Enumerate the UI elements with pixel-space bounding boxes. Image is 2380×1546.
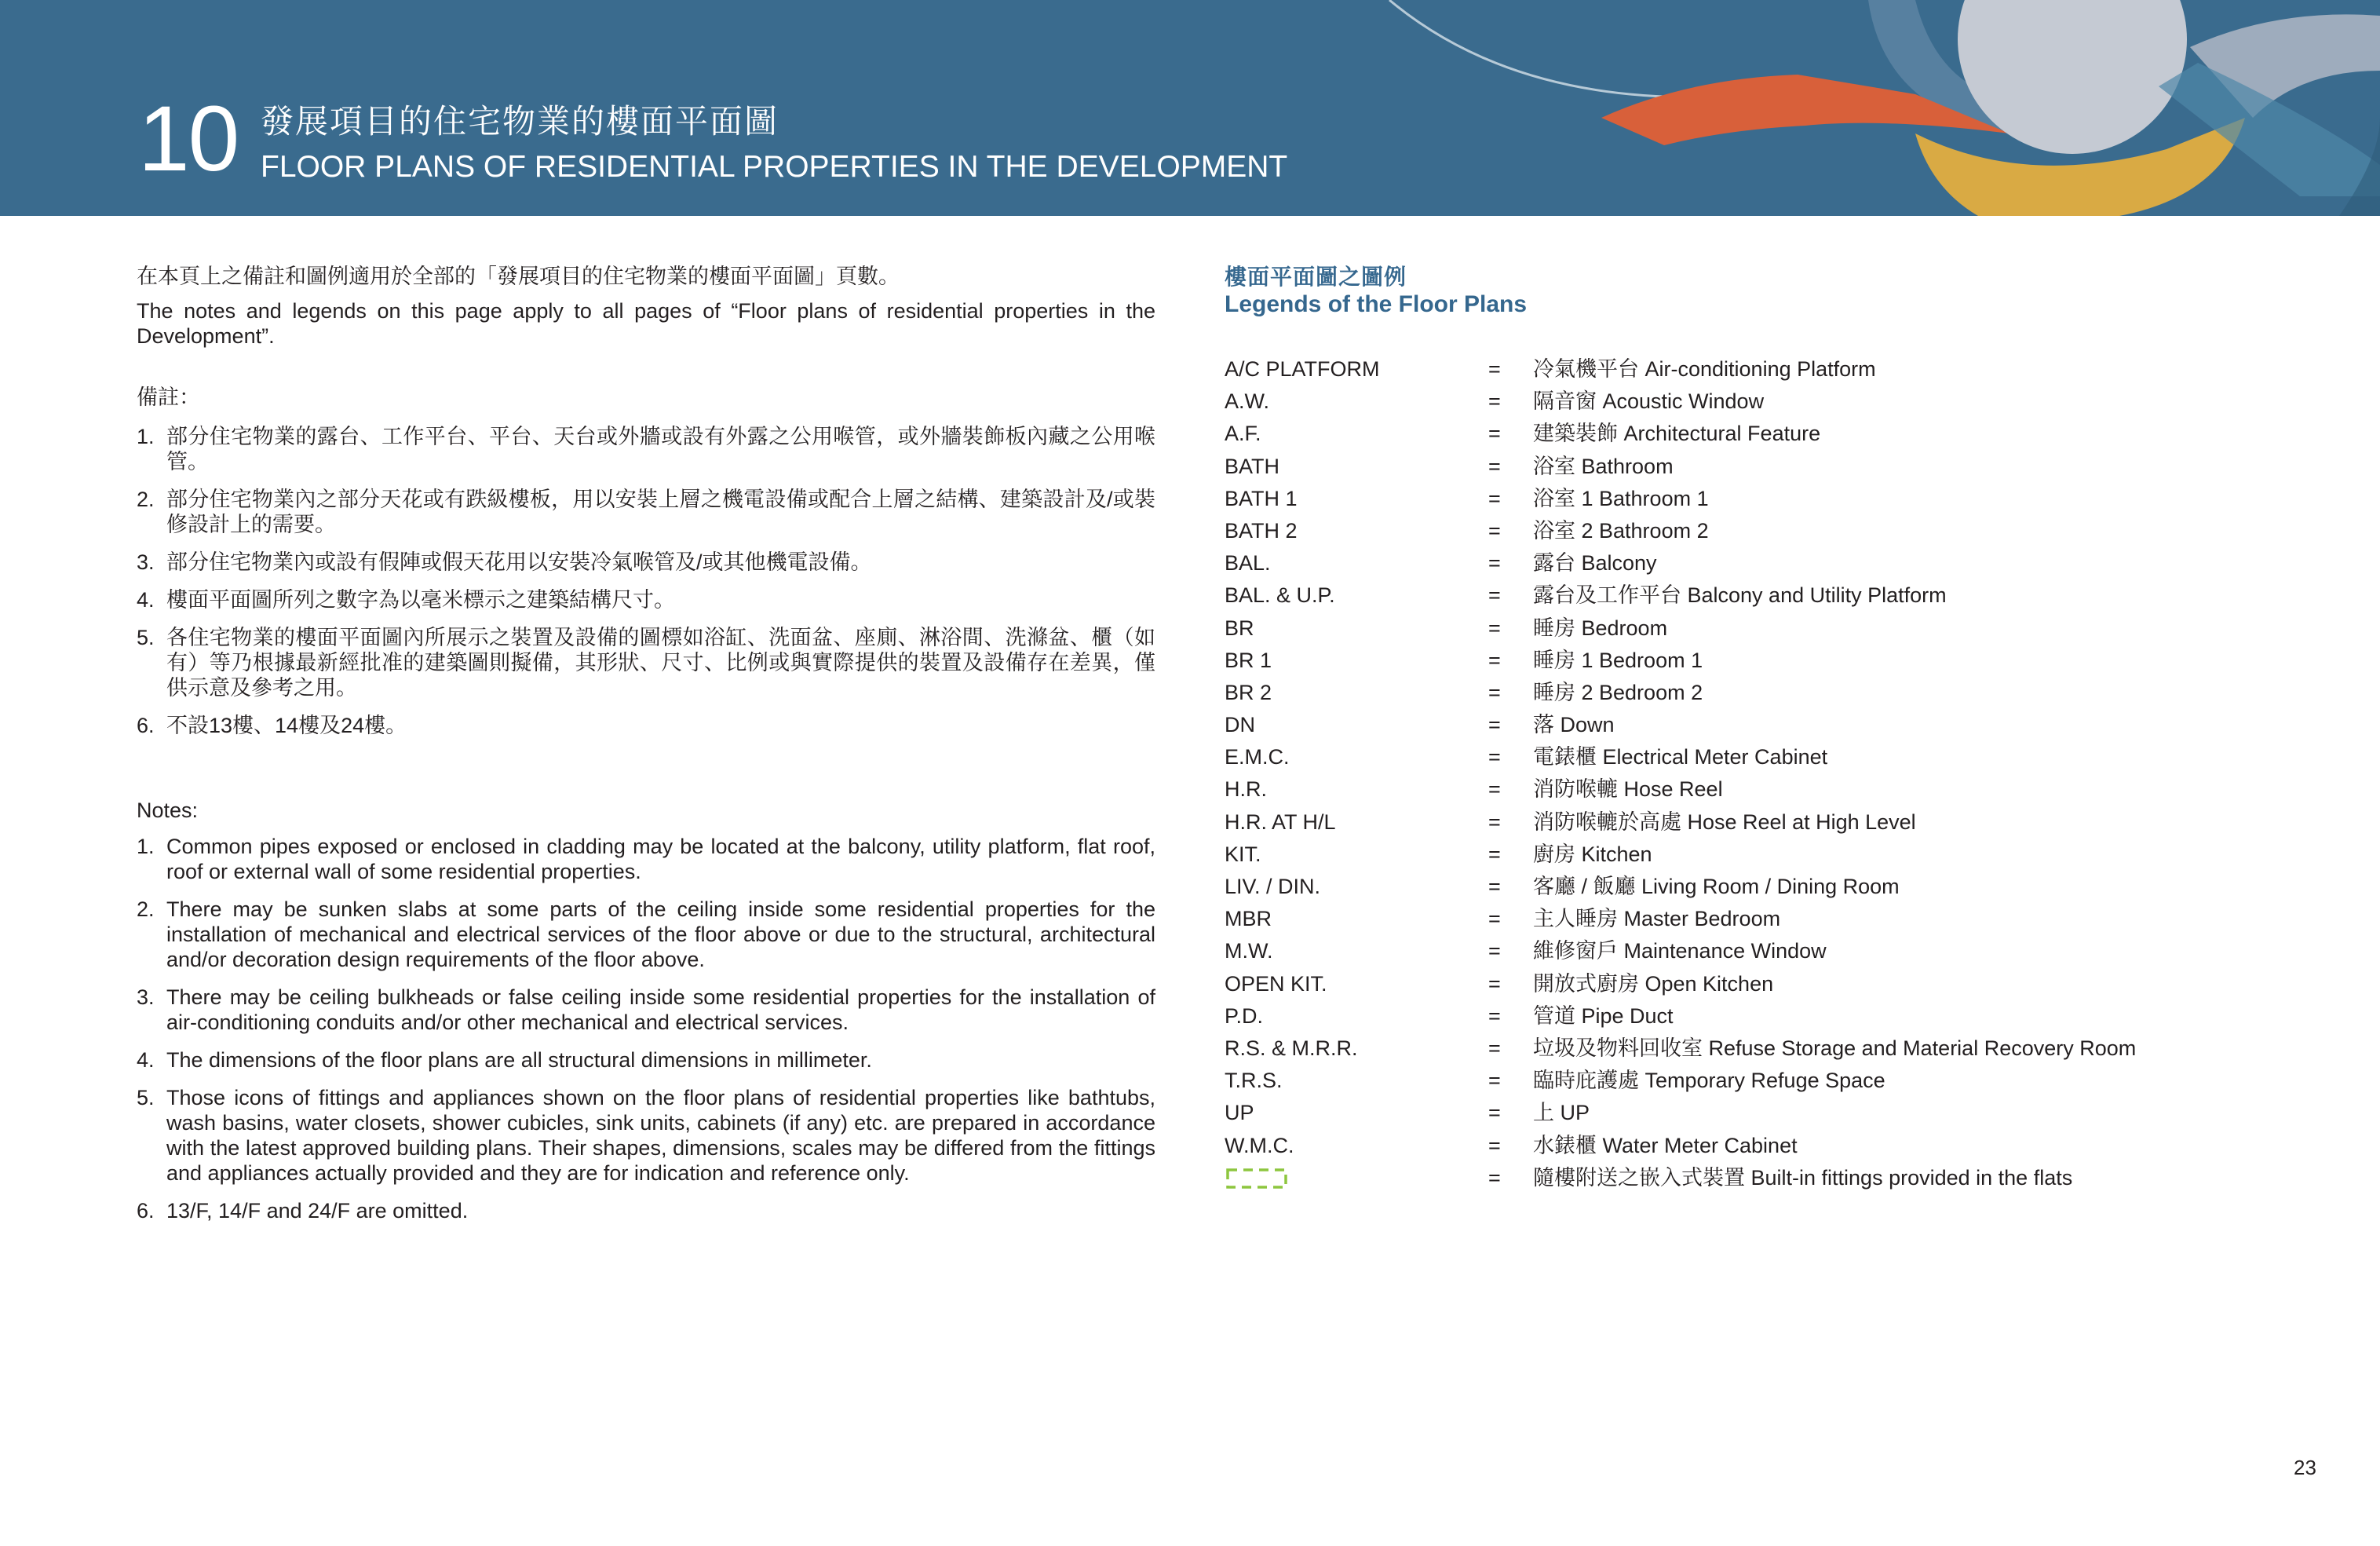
legend-row: BAL. & U.P. = 露台及工作平台 Balcony and Utility Platform — [1225, 583, 1947, 608]
legend-row: MBR = 主人睡房 Master Bedroom — [1225, 907, 1781, 931]
intro-en: The notes and legends on this page apply to all pages of “Floor plans of residential properties in the Development”. — [137, 299, 1155, 348]
legend-row: BATH = 浴室 Bathroom — [1225, 454, 1674, 478]
legend-row: OPEN KIT. = 開放式廚房 Open Kitchen — [1225, 971, 1774, 996]
note-zh-item: 6. 不設13樓、14樓及24樓。 — [137, 714, 407, 737]
note-zh-item: 4. 樓面平面圖所列之數字為以毫米標示之建築結構尺寸。 — [137, 588, 675, 612]
section-number: 10 — [138, 87, 239, 191]
intro-zh: 在本頁上之備註和圖例適用於全部的「發展項目的住宅物業的樓面平面圖」頁數。 — [137, 265, 900, 288]
legend-heading-en: Legends of the Floor Plans — [1225, 291, 1528, 317]
notes-heading-zh: 備註： — [137, 386, 200, 409]
legend-row: P.D. = 管道 Pipe Duct — [1225, 1003, 1674, 1028]
page-title-en: FLOOR PLANS OF RESIDENTIAL PROPERTIES IN THE DEVELOPMENT — [261, 150, 1288, 184]
header-banner — [0, 0, 2380, 216]
note-en-item: 3. There may be ceiling bulkheads or false ceiling inside some residential properties for the installation of air-conditioning conduits and/or other mechanical and electrical services. — [137, 985, 1155, 1034]
page-number: 23 — [2294, 1456, 2316, 1479]
note-zh-item: 2. 部分住宅物業內之部分天花或有跌級樓板，用以安裝上層之機電設備或配合上層之結構、建築設計及/或裝修設計上的需要。 — [137, 488, 1155, 536]
note-zh-item: 1. 部分住宅物業的露台、工作平台、平台、天台或外牆或設有外露之公用喉管，或外牆裝飾板內藏之公用喉管。 — [137, 425, 1155, 473]
built-in-fittings-dashed-box-icon — [1226, 1168, 1287, 1189]
legend-row: A.W. = 隔音窗 Acoustic Window — [1225, 389, 1765, 414]
note-en-item: 2. There may be sunken slabs at some parts of the ceiling inside some residential properties for the installation of mechanical and electrical services of the floor above or due to the structural, architectural and/or decoration design requirements of the floor above. — [137, 897, 1155, 971]
note-en-item: 5. Those icons of fittings and appliances shown on the floor plans of residential properties like bathtubs, wash basins, water closets, shower cubicles, sink units, cabinets (if any) etc. are prepared in accordance with the latest approved building plans. Their shapes, dimensions, scales may be differed from the fittings and appliances actually provided and they are for indication and reference only. — [137, 1086, 1155, 1185]
legend-heading-zh: 樓面平面圖之圖例 — [1225, 265, 1407, 289]
legend-row: R.S. & M.R.R. = 垃圾及物料回收室 Refuse Storage and Material Recovery Room — [1225, 1036, 2137, 1060]
legend-row: A/C PLATFORM = 冷氣機平台 Air-conditioning Platform — [1225, 357, 1876, 381]
note-zh-item: 5. 各住宅物業的樓面平面圖內所展示之裝置及設備的圖標如浴缸、洗面盆、座廁、淋浴間、洗滌盆、櫃（如有）等乃根據最新經批准的建築圖則擬備，其形狀、尺寸、比例或與實際提供的裝置及設備存在差異，僅供示意及參考之用。 — [137, 626, 1155, 700]
legend-row: LIV. / DIN. = 客廳 / 飯廳 Living Room / Dining Room — [1225, 875, 1900, 898]
legend-row: DN = 落 Down — [1225, 713, 1615, 737]
note-en-item: 6. 13/F, 14/F and 24/F are omitted. — [137, 1199, 469, 1223]
legend-row-fittings: = 隨樓附送之嵌入式裝置 Built-in fittings provided in the flats — [1225, 1162, 2323, 1194]
legend-row: W.M.C. = 水錶櫃 Water Meter Cabinet — [1225, 1133, 1798, 1157]
legend-row: BR 2 = 睡房 2 Bedroom 2 — [1225, 680, 1703, 704]
legend-row: BATH 1 = 浴室 1 Bathroom 1 — [1225, 486, 1709, 510]
legend-row: H.R. = 消防喉轆 Hose Reel — [1225, 777, 1723, 802]
page-title-zh: 發展項目的住宅物業的樓面平面圖 — [261, 103, 779, 140]
legend-column — [1225, 264, 2323, 1194]
legend-row: BR = 睡房 Bedroom — [1225, 616, 1668, 640]
legend-row: A.F. = 建築裝飾 Architectural Feature — [1225, 422, 1821, 446]
notes-heading-en: Notes: — [137, 799, 199, 822]
notes-column — [137, 264, 1155, 1236]
legend-row: T.R.S. = 臨時庇護處 Temporary Refuge Space — [1225, 1069, 1885, 1093]
legend-row: BAL. = 露台 Balcony — [1225, 551, 1657, 576]
legend-row: BATH 2 = 浴室 2 Bathroom 2 — [1225, 518, 1709, 543]
legend-row: UP = 上 UP — [1225, 1101, 1590, 1125]
notes-list-en — [137, 834, 1155, 1223]
notes-list-zh — [137, 424, 1155, 738]
legend-row: KIT. = 廚房 Kitchen — [1225, 842, 1652, 866]
note-zh-item: 3. 部分住宅物業內或設有假陣或假天花用以安裝冷氣喉管及/或其他機電設備。 — [137, 550, 872, 574]
legend-table — [1225, 353, 2323, 1194]
legend-row: E.M.C. = 電錶櫃 Electrical Meter Cabinet — [1225, 745, 1828, 769]
legend-row: H.R. AT H/L = 消防喉轆於高處 Hose Reel at High Level — [1225, 810, 1916, 834]
note-en-item: 4. The dimensions of the floor plans are all structural dimensions in millimeter. — [137, 1048, 872, 1072]
legend-row: M.W. = 維修窗戶 Maintenance Window — [1225, 939, 1827, 963]
note-en-item: 1. Common pipes exposed or enclosed in cladding may be located at the balcony, utility platform, flat roof, roof or external wall of some residential properties. — [137, 835, 1155, 883]
legend-row: BR 1 = 睡房 1 Bedroom 1 — [1225, 648, 1703, 672]
